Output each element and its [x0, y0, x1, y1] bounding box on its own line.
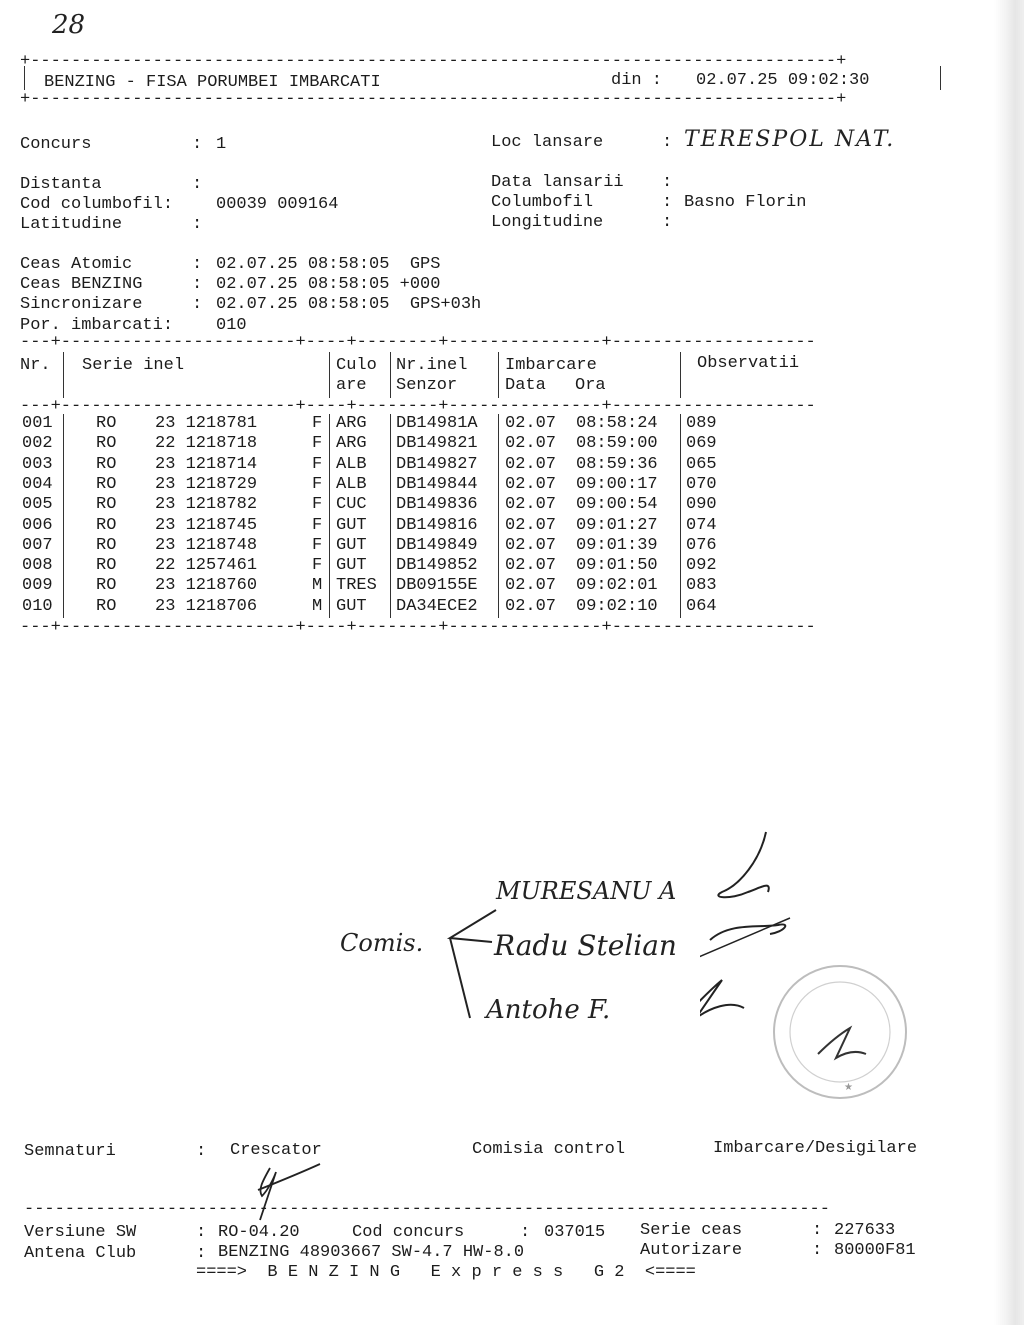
imbarcare-desigilare-label: Imbarcare/Desigilare	[713, 1139, 918, 1158]
loc-lansare-label: Loc lansare	[491, 133, 604, 152]
cell-sex: F	[312, 434, 323, 454]
th-nr: Nr.	[20, 356, 51, 375]
cell-sex: M	[312, 596, 323, 616]
cell-nr: 004	[22, 474, 53, 494]
cell-serie: 22 1218718	[155, 434, 258, 454]
antena-club-value: BENZING 48903667 SW-4.7 HW-8.0	[218, 1243, 525, 1262]
versiune-sw-label: Versiune SW	[24, 1223, 137, 1242]
header-din-value: 02.07.25 09:02:30	[696, 71, 870, 90]
col-line-4-body	[498, 414, 499, 618]
cell-obs: 083	[686, 576, 717, 596]
semnaturi-label: Semnaturi	[24, 1142, 116, 1161]
cell-sensor: DA34ECE2	[396, 596, 478, 616]
cell-time: 09:01:39	[576, 535, 658, 555]
ceas-benzing-value: 02.07.25 08:58:05 +000	[216, 275, 441, 294]
autorizare-value: 80000F81	[834, 1241, 916, 1260]
cell-date: 02.07	[505, 515, 557, 535]
cell-sex: F	[312, 454, 323, 474]
columbofil-value: Basno Florin	[684, 193, 807, 212]
col-line-1	[63, 352, 64, 398]
longitudine-colon: :	[662, 213, 673, 232]
ceas-atomic-colon: :	[192, 255, 203, 274]
latitudine-label: Latitudine	[20, 215, 123, 234]
cod-columbofil-label: Cod columbofil:	[20, 195, 174, 214]
cell-obs: 074	[686, 515, 717, 535]
cell-date: 02.07	[505, 495, 557, 515]
cell-nr: 008	[22, 556, 53, 576]
col-line-1-body	[63, 414, 64, 618]
cell-serie: 23 1218745	[155, 515, 258, 535]
distanta-colon: :	[192, 175, 203, 194]
loc-lansare-value: TERESPOL NAT.	[684, 127, 896, 152]
cell-color: ALB	[336, 474, 367, 494]
cell-sex: F	[312, 474, 323, 494]
antena-club-colon: :	[196, 1244, 207, 1263]
club-stamp	[770, 962, 910, 1102]
cell-serie: 23 1218706	[155, 596, 258, 616]
table-top-rule: ---+-----------------------+----+--------+---------------+--------------------	[20, 333, 816, 352]
antena-club-label: Antena Club	[24, 1244, 137, 1263]
cell-country: RO	[96, 596, 117, 616]
cell-country: RO	[96, 474, 117, 494]
cell-obs: 064	[686, 596, 717, 616]
ceas-atomic-label: Ceas Atomic	[20, 255, 133, 274]
header-box-left	[24, 66, 25, 90]
cell-time: 08:59:00	[576, 434, 658, 454]
cell-obs: 089	[686, 414, 717, 433]
data-lansarii-colon: :	[662, 173, 673, 192]
concurs-value: 1	[216, 135, 227, 154]
th-nr-inel-1: Nr.inel	[396, 356, 468, 375]
cell-time: 09:02:10	[576, 596, 658, 616]
cell-sensor: DB149849	[396, 535, 478, 555]
th-serie-inel: Serie inel	[82, 356, 185, 375]
cell-time: 09:00:54	[576, 495, 658, 515]
sincronizare-label: Sincronizare	[20, 295, 143, 314]
benzing-banner: ====> B E N Z I N G E x p r e s s G 2 <====	[196, 1263, 696, 1282]
col-line-5	[680, 352, 681, 398]
table-header-rule: ---+-----------------------+----+--------+---------------+--------------------	[20, 397, 816, 416]
cell-time: 08:59:36	[576, 454, 658, 474]
ceas-benzing-colon: :	[192, 275, 203, 294]
latitudine-colon: :	[192, 215, 203, 234]
member-1: MURESANU A	[496, 877, 677, 905]
cell-country: RO	[96, 576, 117, 596]
serie-ceas-colon: :	[812, 1221, 823, 1240]
header-box-bottom: +-------------------------------------------------------------------------------+	[20, 90, 847, 109]
cell-color: ARG	[336, 434, 367, 454]
data-lansarii-label: Data lansarii	[491, 173, 624, 192]
cell-date: 02.07	[505, 414, 557, 433]
col-line-3-body	[390, 414, 391, 618]
cell-country: RO	[96, 495, 117, 515]
cell-color: GUT	[336, 596, 367, 616]
cell-serie: 23 1218782	[155, 495, 258, 515]
th-imbarcare-ora: Ora	[575, 376, 606, 395]
cell-color: GUT	[336, 556, 367, 576]
cell-country: RO	[96, 535, 117, 555]
cell-serie: 22 1257461	[155, 556, 258, 576]
cell-date: 02.07	[505, 454, 557, 474]
cell-date: 02.07	[505, 535, 557, 555]
versiune-sw-colon: :	[196, 1223, 207, 1242]
cell-nr: 003	[22, 454, 53, 474]
header-box-right	[940, 66, 941, 90]
concurs-colon: :	[192, 135, 203, 154]
columbofil-label: Columbofil	[491, 193, 594, 212]
cell-date: 02.07	[505, 576, 557, 596]
th-culoare-2: are	[336, 376, 367, 395]
cell-date: 02.07	[505, 474, 557, 494]
th-culoare-1: Culo	[336, 356, 377, 375]
cell-sensor: DB14981A	[396, 414, 478, 433]
col-line-4	[498, 352, 499, 398]
cell-country: RO	[96, 414, 117, 433]
page-number: 28	[52, 10, 86, 40]
cell-sex: M	[312, 576, 323, 596]
cell-sex: F	[312, 414, 323, 433]
cell-sensor: DB149852	[396, 556, 478, 576]
cod-concurs-label: Cod concurs	[352, 1223, 465, 1242]
cell-time: 09:01:50	[576, 556, 658, 576]
cell-sensor: DB09155E	[396, 576, 478, 596]
loc-lansare-colon: :	[662, 133, 673, 152]
cell-nr: 007	[22, 535, 53, 555]
cell-obs: 076	[686, 535, 717, 555]
cell-date: 02.07	[505, 556, 557, 576]
cell-serie: 23 1218760	[155, 576, 258, 596]
cell-sex: F	[312, 535, 323, 555]
cell-nr: 002	[22, 434, 53, 454]
footer-rule: -------------------------------------------------------------------------------	[24, 1200, 830, 1219]
cell-date: 02.07	[505, 434, 557, 454]
crescator-label: Crescator	[230, 1141, 322, 1160]
sincronizare-colon: :	[192, 295, 203, 314]
svg-text:★: ★	[844, 1082, 853, 1093]
scan-edge-shadow	[994, 0, 1024, 1325]
sincronizare-value: 02.07.25 08:58:05 GPS+03h	[216, 295, 482, 314]
cell-nr: 006	[22, 515, 53, 535]
cell-nr: 001	[22, 414, 53, 433]
autorizare-label: Autorizare	[640, 1241, 743, 1260]
cell-country: RO	[96, 515, 117, 535]
cell-nr: 009	[22, 576, 53, 596]
cell-serie: 23 1218729	[155, 474, 258, 494]
cell-color: CUC	[336, 495, 367, 515]
ceas-benzing-label: Ceas BENZING	[20, 275, 143, 294]
header-box-top: +-------------------------------------------------------------------------------+	[20, 52, 847, 71]
cell-color: GUT	[336, 515, 367, 535]
autorizare-colon: :	[812, 1241, 823, 1260]
member-3: Antohe F.	[486, 995, 611, 1025]
cod-concurs-value: 037015	[544, 1223, 606, 1242]
cod-columbofil-value: 00039 009164	[216, 195, 339, 214]
distanta-label: Distanta	[20, 175, 102, 194]
cell-sex: F	[312, 515, 323, 535]
col-line-2-body	[329, 414, 330, 618]
cell-date: 02.07	[505, 596, 557, 616]
cell-obs: 065	[686, 454, 717, 474]
cell-nr: 005	[22, 495, 53, 515]
cell-sensor: DB149844	[396, 474, 478, 494]
serie-ceas-label: Serie ceas	[640, 1221, 743, 1240]
ceas-atomic-value: 02.07.25 08:58:05 GPS	[216, 255, 441, 274]
table-bottom-rule: ---+-----------------------+----+--------+---------------+--------------------	[20, 618, 816, 637]
header-title: BENZING - FISA PORUMBEI IMBARCATI	[44, 73, 381, 92]
header-din-label: din :	[611, 71, 673, 90]
cell-sensor: DB149821	[396, 434, 478, 454]
th-imbarcare: Imbarcare	[505, 356, 597, 375]
cell-color: ARG	[336, 414, 367, 433]
cell-serie: 23 1218714	[155, 454, 258, 474]
por-imbarcati-label: Por. imbarcati:	[20, 316, 174, 335]
cell-color: ALB	[336, 454, 367, 474]
cell-sex: F	[312, 495, 323, 515]
cell-obs: 092	[686, 556, 717, 576]
cell-sex: F	[312, 556, 323, 576]
th-imbarcare-data: Data	[505, 376, 546, 395]
cell-obs: 069	[686, 434, 717, 454]
cell-time: 08:58:24	[576, 414, 658, 433]
semnaturi-colon: :	[196, 1142, 207, 1161]
member-2: Radu Stelian	[494, 929, 677, 962]
cell-color: GUT	[336, 535, 367, 555]
cell-country: RO	[96, 434, 117, 454]
serie-ceas-value: 227633	[834, 1221, 896, 1240]
th-observatii: Observatii	[697, 354, 800, 373]
cell-serie: 23 1218781	[155, 414, 258, 433]
col-line-2	[329, 352, 330, 398]
cell-time: 09:02:01	[576, 576, 658, 596]
cell-serie: 23 1218748	[155, 535, 258, 555]
cod-concurs-colon: :	[520, 1223, 531, 1242]
cell-time: 09:01:27	[576, 515, 658, 535]
cell-obs: 070	[686, 474, 717, 494]
th-nr-inel-2: Senzor	[396, 376, 458, 395]
cell-country: RO	[96, 556, 117, 576]
col-line-5-body	[680, 414, 681, 618]
longitudine-label: Longitudine	[491, 213, 604, 232]
cell-sensor: DB149836	[396, 495, 478, 515]
cell-nr: 010	[22, 596, 53, 616]
concurs-label: Concurs	[20, 135, 92, 154]
comisia-control-label: Comisia control	[472, 1140, 626, 1159]
col-line-3	[390, 352, 391, 398]
cell-sensor: DB149816	[396, 515, 478, 535]
comisie-label: Comis.	[340, 929, 424, 957]
cell-sensor: DB149827	[396, 454, 478, 474]
versiune-sw-value: RO-04.20	[218, 1223, 300, 1242]
por-imbarcati-value: 010	[216, 316, 247, 335]
columbofil-colon: :	[662, 193, 673, 212]
cell-obs: 090	[686, 495, 717, 515]
cell-country: RO	[96, 454, 117, 474]
cell-time: 09:00:17	[576, 474, 658, 494]
cell-color: TRES	[336, 576, 377, 596]
